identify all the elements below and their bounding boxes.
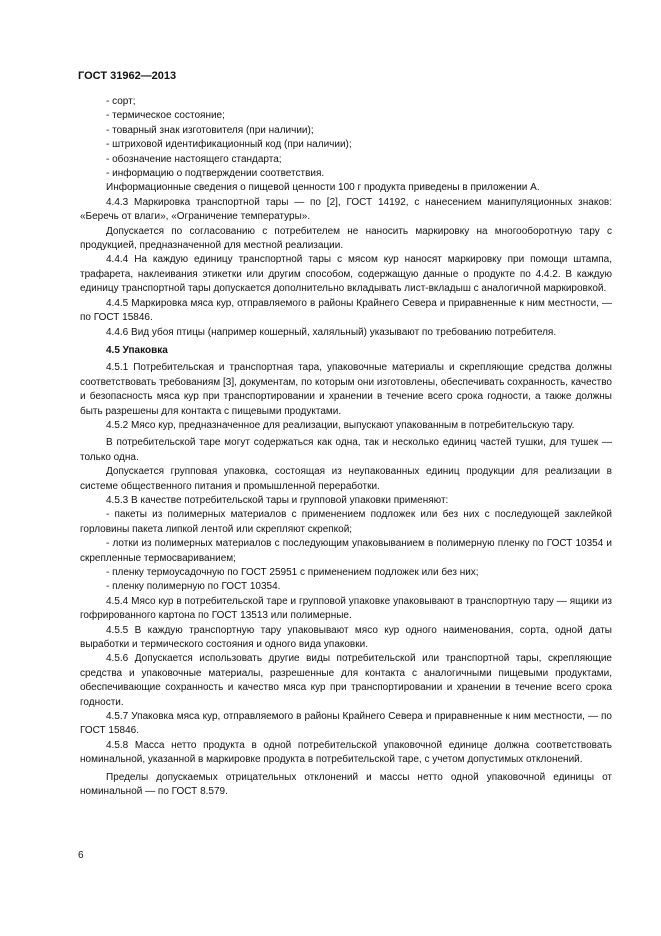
paragraph: Допускается по согласованию с потребителем не наносить маркировку на многооборотную тару с продукцией, предназначенной для местной реализации. (80, 225, 612, 252)
paragraph: В потребительской таре могут содержаться как одна, так и несколько единиц частей тушки, для тушек — только одна. (80, 437, 612, 463)
list-item: - пленку термоусадочную по ГОСТ 25951 с применением подложек или без них; (106, 567, 479, 578)
paragraph: Информационные сведения о пищевой ценности 100 г продукта приведены в приложении А. (106, 182, 540, 194)
paragraph: 4.5.5 В каждую транспортную тару упаковывают мясо кур одного наименования, сорта, одной даты выработки и термического состояния и одного вида упаковки. (80, 624, 612, 651)
list-item: - обозначение настоящего стандарта; (106, 153, 282, 165)
list-item: - термическое состояние; (106, 110, 225, 122)
document-header: ГОСТ 31962—2013 (78, 70, 177, 82)
list-item: - пленку полимерную по ГОСТ 10354. (106, 581, 281, 593)
paragraph: Допускается групповая упаковка, состоящая из неупакованных единиц продукции для реализации в системе общественного питания и промышленной переработки. (80, 466, 612, 492)
list-item: - товарный знак изготовителя (при наличии); (106, 124, 314, 136)
list-item: - пакеты из полимерных материалов с применением подложек или без них с последующей заклейкой горловины пакета липкой лентой или скрепляют скрепкой; (80, 509, 612, 535)
paragraph: 4.5.7 Упаковка мяса кур, отправляемого в районы Крайнего Севера и приравненные к ним местности, — по ГОСТ 15846. (80, 711, 612, 737)
paragraph: 4.5.1 Потребительская и транспортная тара, упаковочные материалы и скрепляющие средства должны соответствовать требованиям [3], документам, по которым они изготовлены, обеспечивать сохранность, качество и безопасность мяса кур при транспортировании и хранении в течение всего срока годности, а также должны быть разрешены для контакта с пищевыми продуктами. (80, 362, 612, 417)
paragraph: 4.5.4 Мясо кур в потребительской таре и групповой упаковке упаковывают в транспортную тару — ящики из гофрированного картона по ГОСТ 13513 или полимерные. (80, 595, 612, 622)
section-heading: 4.5 Упаковка (106, 344, 168, 356)
page-number: 6 (78, 850, 84, 861)
paragraph: 4.4.4 На каждую единицу транспортной тары с мясом кур наносят маркировку при помощи штампа, трафарета, наклеивания этикетки или другим способом, содержащую данные о продукте по 4.4.2. В каждую единицу транспортной тары допускается дополнительно вкладывать лист-вкладыш с аналогичной маркировкой. (80, 254, 612, 295)
paragraph: Пределы допускаемых отрицательных отклонений и массы нетто одной упаковочной единицы от номинальной — по ГОСТ 8.579. (80, 771, 612, 798)
list-item: - лотки из полимерных материалов с последующим упаковыванием в полимерную пленку по ГОСТ 10354 и скрепленные термосвариванием; (80, 538, 612, 564)
paragraph: 4.5.8 Масса нетто продукта в одной потребительской упаковочной единице должна соответствовать номинальной, указанной в маркировке продукта в потребительской таре, с учетом допустимых отклонений. (80, 739, 612, 766)
paragraph: 4.5.3 В качестве потребительской тары и групповой упаковки применяют: (106, 494, 449, 506)
paragraph: 4.5.6 Допускается использовать другие виды потребительской или транспортной тары, скрепляющие средства и упаковочные материалы, разрешенные для контакта с аналогичными пищевыми продуктами, обеспечивающие сохранность и качество мяса кур при транспортировании и хранении в течение всего срока годности. (80, 653, 612, 708)
paragraph: 4.5.2 Мясо кур, предназначенное для реализации, выпускают упакованным в потребительскую тару. (106, 419, 575, 431)
list-item: - информацию о подтверждении соответствия. (106, 168, 325, 180)
paragraph: 4.4.6 Вид убоя птицы (например кошерный, халяльный) указывают по требованию потребителя. (106, 326, 557, 338)
list-item: - штриховой идентификационный код (при наличии); (106, 139, 352, 151)
paragraph: 4.4.5 Маркировка мяса кур, отправляемого в районы Крайнего Севера и приравненные к ним местности, — по ГОСТ 15846. (80, 297, 612, 324)
list-item: - сорт; (106, 96, 136, 107)
paragraph: 4.4.3 Маркировка транспортной тары — по [2], ГОСТ 14192, с нанесением манипуляционных знаков: «Беречь от влаги», «Ограничение температуры». (80, 196, 612, 223)
document-body (80, 95, 612, 800)
